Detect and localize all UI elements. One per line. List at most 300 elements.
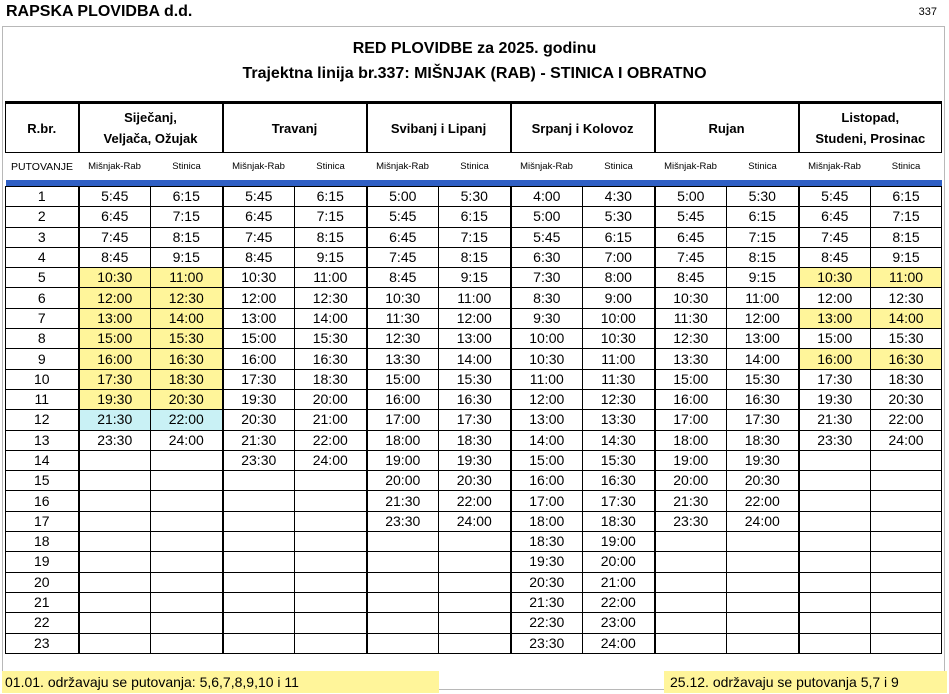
departure-misnjak	[799, 532, 871, 552]
table-row	[6, 633, 942, 653]
departure-misnjak: 15:00	[223, 329, 295, 349]
departure-stinica	[439, 613, 511, 633]
departure-misnjak: 17:30	[799, 369, 871, 389]
departure-stinica	[727, 532, 799, 552]
departure-misnjak	[655, 592, 727, 612]
departure-misnjak: 6:45	[655, 227, 727, 247]
departure-misnjak: 15:00	[511, 450, 583, 470]
departure-stinica: 5:30	[583, 207, 655, 227]
trip-number: 8	[6, 329, 79, 349]
table-row	[6, 369, 942, 389]
direction-to: Stinica	[439, 153, 511, 181]
departure-stinica: 20:00	[295, 389, 367, 409]
departure-misnjak	[223, 511, 295, 531]
departure-stinica: 6:15	[727, 207, 799, 227]
departure-misnjak: 23:30	[79, 430, 151, 450]
departure-stinica	[151, 471, 223, 491]
table-row	[6, 389, 942, 409]
departure-stinica: 16:30	[151, 349, 223, 369]
period-header: Rujan	[655, 103, 799, 153]
departure-stinica: 22:00	[871, 410, 942, 430]
departure-misnjak: 22:30	[511, 613, 583, 633]
departure-stinica: 14:00	[295, 308, 367, 328]
departure-stinica: 18:30	[727, 430, 799, 450]
departure-stinica: 21:00	[295, 410, 367, 430]
departure-stinica: 16:30	[295, 349, 367, 369]
departure-stinica: 11:30	[583, 369, 655, 389]
table-row	[6, 592, 942, 612]
departure-misnjak: 10:30	[367, 288, 439, 308]
trip-number: 18	[6, 532, 79, 552]
departure-stinica: 14:00	[151, 308, 223, 328]
departure-stinica: 22:00	[295, 430, 367, 450]
trip-number: 13	[6, 430, 79, 450]
departure-misnjak: 7:45	[79, 227, 151, 247]
trip-number: 1	[6, 187, 79, 207]
page-subtitle: Trajektna linija br.337: MIŠNJAK (RAB) - STINICA I OBRATNO	[242, 65, 707, 82]
departure-stinica: 20:00	[583, 552, 655, 572]
departure-misnjak: 10:30	[655, 288, 727, 308]
table-row	[6, 288, 942, 308]
departure-stinica: 16:30	[439, 389, 511, 409]
departure-misnjak	[79, 592, 151, 612]
departure-stinica: 14:30	[583, 430, 655, 450]
departure-misnjak: 19:30	[223, 389, 295, 409]
departure-stinica	[871, 613, 942, 633]
departure-stinica	[295, 532, 367, 552]
departure-misnjak: 7:45	[223, 227, 295, 247]
departure-misnjak	[367, 592, 439, 612]
departure-misnjak: 7:45	[655, 247, 727, 267]
departure-stinica: 14:00	[871, 308, 942, 328]
departure-stinica	[439, 592, 511, 612]
departure-misnjak: 13:00	[511, 410, 583, 430]
departure-stinica: 20:30	[871, 389, 942, 409]
departure-misnjak	[799, 511, 871, 531]
departure-stinica: 21:00	[583, 572, 655, 592]
departure-misnjak: 10:00	[511, 329, 583, 349]
departure-misnjak: 8:45	[79, 247, 151, 267]
departure-stinica: 20:30	[439, 471, 511, 491]
departure-misnjak	[223, 613, 295, 633]
departure-stinica	[871, 592, 942, 612]
departure-misnjak	[223, 633, 295, 653]
departure-stinica: 12:30	[151, 288, 223, 308]
departure-misnjak: 5:45	[655, 207, 727, 227]
departure-misnjak: 21:30	[79, 410, 151, 430]
departure-misnjak: 16:00	[655, 389, 727, 409]
departure-misnjak: 5:45	[223, 187, 295, 207]
departure-misnjak: 17:00	[511, 491, 583, 511]
departure-stinica	[439, 572, 511, 592]
departure-stinica: 15:30	[295, 329, 367, 349]
trip-number: 14	[6, 450, 79, 470]
departure-stinica: 19:30	[727, 450, 799, 470]
departure-stinica: 13:30	[583, 410, 655, 430]
note-christmas: 25.12. održavaju se putovanja 5,7 i 9	[664, 671, 947, 693]
departure-misnjak	[79, 572, 151, 592]
departure-stinica	[151, 532, 223, 552]
trip-number: 21	[6, 592, 79, 612]
departure-stinica: 17:30	[583, 491, 655, 511]
departure-stinica: 13:00	[727, 329, 799, 349]
departure-stinica: 19:00	[583, 532, 655, 552]
departure-stinica	[727, 633, 799, 653]
departure-misnjak: 5:00	[655, 187, 727, 207]
departure-stinica: 12:30	[583, 389, 655, 409]
departure-stinica: 24:00	[151, 430, 223, 450]
departure-stinica	[439, 552, 511, 572]
departure-stinica: 19:30	[439, 450, 511, 470]
departure-misnjak: 15:00	[799, 329, 871, 349]
departure-stinica	[439, 532, 511, 552]
departure-misnjak: 7:45	[367, 247, 439, 267]
departure-misnjak: 5:45	[367, 207, 439, 227]
departure-stinica	[295, 511, 367, 531]
departure-stinica: 11:00	[295, 268, 367, 288]
table-row	[6, 511, 942, 531]
departure-stinica	[871, 572, 942, 592]
trip-number: 16	[6, 491, 79, 511]
departure-misnjak	[799, 471, 871, 491]
direction-from: Mišnjak-Rab	[79, 153, 151, 181]
departure-misnjak: 6:45	[79, 207, 151, 227]
departure-stinica	[871, 511, 942, 531]
departure-stinica: 12:00	[439, 308, 511, 328]
departure-stinica: 7:00	[583, 247, 655, 267]
departure-stinica	[151, 592, 223, 612]
departure-misnjak: 8:45	[799, 247, 871, 267]
period-header: Siječanj, Veljača, Ožujak	[79, 103, 223, 153]
departure-stinica	[295, 572, 367, 592]
table-row	[6, 532, 942, 552]
trip-number: 20	[6, 572, 79, 592]
departure-stinica: 6:15	[295, 187, 367, 207]
trip-number: 11	[6, 389, 79, 409]
departure-stinica	[871, 532, 942, 552]
table-row	[6, 613, 942, 633]
departure-misnjak	[223, 532, 295, 552]
table-row	[6, 450, 942, 470]
departure-misnjak	[367, 552, 439, 572]
departure-misnjak	[223, 491, 295, 511]
departure-misnjak: 12:30	[655, 329, 727, 349]
departure-misnjak: 16:00	[511, 471, 583, 491]
departure-stinica: 24:00	[727, 511, 799, 531]
departure-stinica: 8:15	[295, 227, 367, 247]
departure-misnjak: 6:45	[223, 207, 295, 227]
departure-stinica: 8:00	[583, 268, 655, 288]
departure-stinica	[295, 592, 367, 612]
departure-misnjak	[223, 471, 295, 491]
departure-misnjak: 10:30	[223, 268, 295, 288]
departure-misnjak	[799, 592, 871, 612]
departure-stinica: 15:30	[727, 369, 799, 389]
departure-misnjak	[223, 592, 295, 612]
company-name: RAPSKA PLOVIDBA d.d.	[6, 3, 193, 20]
departure-misnjak	[655, 532, 727, 552]
departure-stinica: 16:30	[727, 389, 799, 409]
departure-stinica: 15:30	[439, 369, 511, 389]
departure-misnjak	[655, 572, 727, 592]
departure-misnjak: 16:00	[223, 349, 295, 369]
departure-misnjak: 18:00	[511, 511, 583, 531]
departure-stinica: 7:15	[727, 227, 799, 247]
departure-misnjak: 21:30	[655, 491, 727, 511]
direction-to: Stinica	[871, 153, 942, 181]
departure-stinica	[727, 572, 799, 592]
departure-misnjak	[367, 633, 439, 653]
departure-misnjak: 9:30	[511, 308, 583, 328]
departure-misnjak	[655, 633, 727, 653]
table-row	[6, 187, 942, 207]
departure-stinica: 8:15	[871, 227, 942, 247]
departure-stinica	[727, 613, 799, 633]
table-row	[6, 552, 942, 572]
departure-stinica: 18:30	[583, 511, 655, 531]
departure-misnjak: 13:00	[79, 308, 151, 328]
departure-stinica: 14:00	[439, 349, 511, 369]
departure-stinica: 16:30	[583, 471, 655, 491]
departure-misnjak: 5:45	[511, 227, 583, 247]
departure-stinica: 9:15	[871, 247, 942, 267]
departure-stinica	[151, 613, 223, 633]
departure-misnjak	[79, 491, 151, 511]
departure-misnjak	[799, 613, 871, 633]
departure-stinica	[871, 491, 942, 511]
period-header: Travanj	[223, 103, 367, 153]
departure-stinica: 6:15	[871, 187, 942, 207]
departure-misnjak	[799, 491, 871, 511]
departure-misnjak	[79, 471, 151, 491]
period-header: Svibanj i Lipanj	[367, 103, 511, 153]
departure-stinica: 7:15	[439, 227, 511, 247]
departure-misnjak	[79, 532, 151, 552]
departure-misnjak: 15:00	[367, 369, 439, 389]
departure-stinica: 6:15	[439, 207, 511, 227]
direction-from: Mišnjak-Rab	[511, 153, 583, 181]
departure-stinica	[151, 572, 223, 592]
trip-number: 3	[6, 227, 79, 247]
departure-misnjak: 15:00	[655, 369, 727, 389]
departure-misnjak: 23:30	[799, 430, 871, 450]
departure-stinica: 9:15	[151, 247, 223, 267]
departure-stinica	[151, 491, 223, 511]
departure-misnjak: 11:30	[655, 308, 727, 328]
departure-stinica: 23:00	[583, 613, 655, 633]
direction-from: Mišnjak-Rab	[655, 153, 727, 181]
departure-misnjak: 17:00	[367, 410, 439, 430]
departure-misnjak: 16:00	[799, 349, 871, 369]
departure-misnjak	[367, 572, 439, 592]
departure-stinica: 9:15	[727, 268, 799, 288]
departure-misnjak: 13:30	[367, 349, 439, 369]
trip-number: 15	[6, 471, 79, 491]
departure-stinica	[295, 471, 367, 491]
departure-misnjak: 14:00	[511, 430, 583, 450]
timetable	[5, 101, 942, 654]
departure-stinica: 9:00	[583, 288, 655, 308]
departure-misnjak: 8:30	[511, 288, 583, 308]
direction-to: Stinica	[295, 153, 367, 181]
departure-misnjak: 5:45	[79, 187, 151, 207]
departure-stinica: 8:15	[439, 247, 511, 267]
departure-stinica	[295, 552, 367, 572]
table-row	[6, 349, 942, 369]
departure-misnjak	[79, 552, 151, 572]
departure-stinica: 22:00	[151, 410, 223, 430]
departure-misnjak	[79, 450, 151, 470]
trip-number: 2	[6, 207, 79, 227]
table-row	[6, 491, 942, 511]
trip-number: 5	[6, 268, 79, 288]
departure-misnjak: 12:00	[511, 389, 583, 409]
trip-number: 22	[6, 613, 79, 633]
departure-misnjak: 23:30	[223, 450, 295, 470]
period-header: Listopad, Studeni, Prosinac	[799, 103, 942, 153]
departure-stinica: 11:00	[583, 349, 655, 369]
departure-stinica	[295, 491, 367, 511]
departure-stinica: 18:30	[295, 369, 367, 389]
departure-misnjak: 23:30	[655, 511, 727, 531]
direction-to: Stinica	[583, 153, 655, 181]
departure-misnjak: 10:30	[799, 268, 871, 288]
departure-misnjak	[367, 613, 439, 633]
departure-misnjak: 13:00	[223, 308, 295, 328]
departure-stinica: 5:30	[727, 187, 799, 207]
table-row	[6, 410, 942, 430]
departure-misnjak: 18:00	[367, 430, 439, 450]
departure-misnjak	[799, 572, 871, 592]
departure-stinica	[871, 471, 942, 491]
departure-misnjak: 10:30	[79, 268, 151, 288]
departure-stinica: 7:15	[295, 207, 367, 227]
period-header: Srpanj i Kolovoz	[511, 103, 655, 153]
departure-misnjak: 7:30	[511, 268, 583, 288]
departure-misnjak: 20:30	[223, 410, 295, 430]
departure-misnjak: 17:30	[223, 369, 295, 389]
trip-number: 7	[6, 308, 79, 328]
departure-stinica: 24:00	[583, 633, 655, 653]
note-new-year: 01.01. održavaju se putovanja: 5,6,7,8,9,10 i 11	[2, 671, 439, 693]
table-row	[6, 572, 942, 592]
departure-stinica: 24:00	[295, 450, 367, 470]
direction-from: Mišnjak-Rab	[223, 153, 295, 181]
departure-misnjak: 23:30	[511, 633, 583, 653]
departure-misnjak: 12:00	[223, 288, 295, 308]
departure-stinica: 15:30	[871, 329, 942, 349]
departure-stinica: 12:30	[871, 288, 942, 308]
departure-misnjak: 5:45	[799, 187, 871, 207]
departure-stinica: 11:00	[871, 268, 942, 288]
departure-misnjak: 20:00	[655, 471, 727, 491]
departure-stinica: 10:30	[583, 329, 655, 349]
departure-misnjak	[367, 532, 439, 552]
table-row	[6, 247, 942, 267]
direction-from: Mišnjak-Rab	[367, 153, 439, 181]
departure-stinica: 22:00	[583, 592, 655, 612]
departure-stinica: 11:00	[151, 268, 223, 288]
direction-header-row	[6, 153, 942, 181]
trip-number: 12	[6, 410, 79, 430]
departure-misnjak: 21:30	[799, 410, 871, 430]
departure-misnjak: 16:00	[79, 349, 151, 369]
departure-stinica: 6:15	[151, 187, 223, 207]
departure-stinica: 15:30	[583, 450, 655, 470]
departure-misnjak: 10:30	[511, 349, 583, 369]
departure-stinica: 20:30	[727, 471, 799, 491]
departure-misnjak	[223, 552, 295, 572]
departure-misnjak	[799, 633, 871, 653]
table-row	[6, 308, 942, 328]
table-row	[6, 207, 942, 227]
departure-stinica	[295, 613, 367, 633]
period-header-row	[6, 103, 942, 153]
departure-stinica: 12:00	[727, 308, 799, 328]
departure-stinica: 18:30	[151, 369, 223, 389]
trip-number: 17	[6, 511, 79, 531]
departure-stinica: 18:30	[439, 430, 511, 450]
departure-stinica	[151, 511, 223, 531]
departure-misnjak: 12:30	[367, 329, 439, 349]
departure-misnjak: 23:30	[367, 511, 439, 531]
departure-stinica: 16:30	[871, 349, 942, 369]
departure-misnjak: 8:45	[655, 268, 727, 288]
departure-stinica: 7:15	[871, 207, 942, 227]
departure-misnjak: 6:30	[511, 247, 583, 267]
direction-to: Stinica	[727, 153, 799, 181]
table-row	[6, 471, 942, 491]
departure-misnjak: 20:00	[367, 471, 439, 491]
departure-stinica: 20:30	[151, 389, 223, 409]
departure-stinica: 6:15	[583, 227, 655, 247]
departure-stinica: 9:15	[439, 268, 511, 288]
departure-misnjak: 21:30	[223, 430, 295, 450]
departure-stinica: 11:00	[439, 288, 511, 308]
departure-misnjak: 6:45	[367, 227, 439, 247]
departure-stinica: 14:00	[727, 349, 799, 369]
departure-misnjak: 8:45	[367, 268, 439, 288]
departure-misnjak: 21:30	[511, 592, 583, 612]
departure-stinica: 11:00	[727, 288, 799, 308]
trip-number: 23	[6, 633, 79, 653]
departure-misnjak: 7:45	[799, 227, 871, 247]
departure-misnjak: 5:00	[511, 207, 583, 227]
departure-stinica: 8:15	[151, 227, 223, 247]
direction-to: Stinica	[151, 153, 223, 181]
page-number: 337	[918, 6, 937, 18]
departure-misnjak	[79, 633, 151, 653]
departure-misnjak: 18:30	[511, 532, 583, 552]
departure-misnjak: 4:00	[511, 187, 583, 207]
departure-misnjak: 18:00	[655, 430, 727, 450]
departure-stinica: 5:30	[439, 187, 511, 207]
rbr-header: R.br.	[6, 103, 79, 153]
trip-number: 6	[6, 288, 79, 308]
departure-misnjak	[79, 613, 151, 633]
departure-stinica: 4:30	[583, 187, 655, 207]
departure-misnjak	[799, 552, 871, 572]
departure-misnjak: 16:00	[367, 389, 439, 409]
departure-misnjak: 20:30	[511, 572, 583, 592]
timetable-body	[6, 187, 942, 654]
departure-stinica	[871, 552, 942, 572]
table-row	[6, 268, 942, 288]
departure-misnjak	[799, 450, 871, 470]
departure-stinica	[871, 633, 942, 653]
departure-misnjak: 12:00	[79, 288, 151, 308]
departure-stinica: 24:00	[871, 430, 942, 450]
